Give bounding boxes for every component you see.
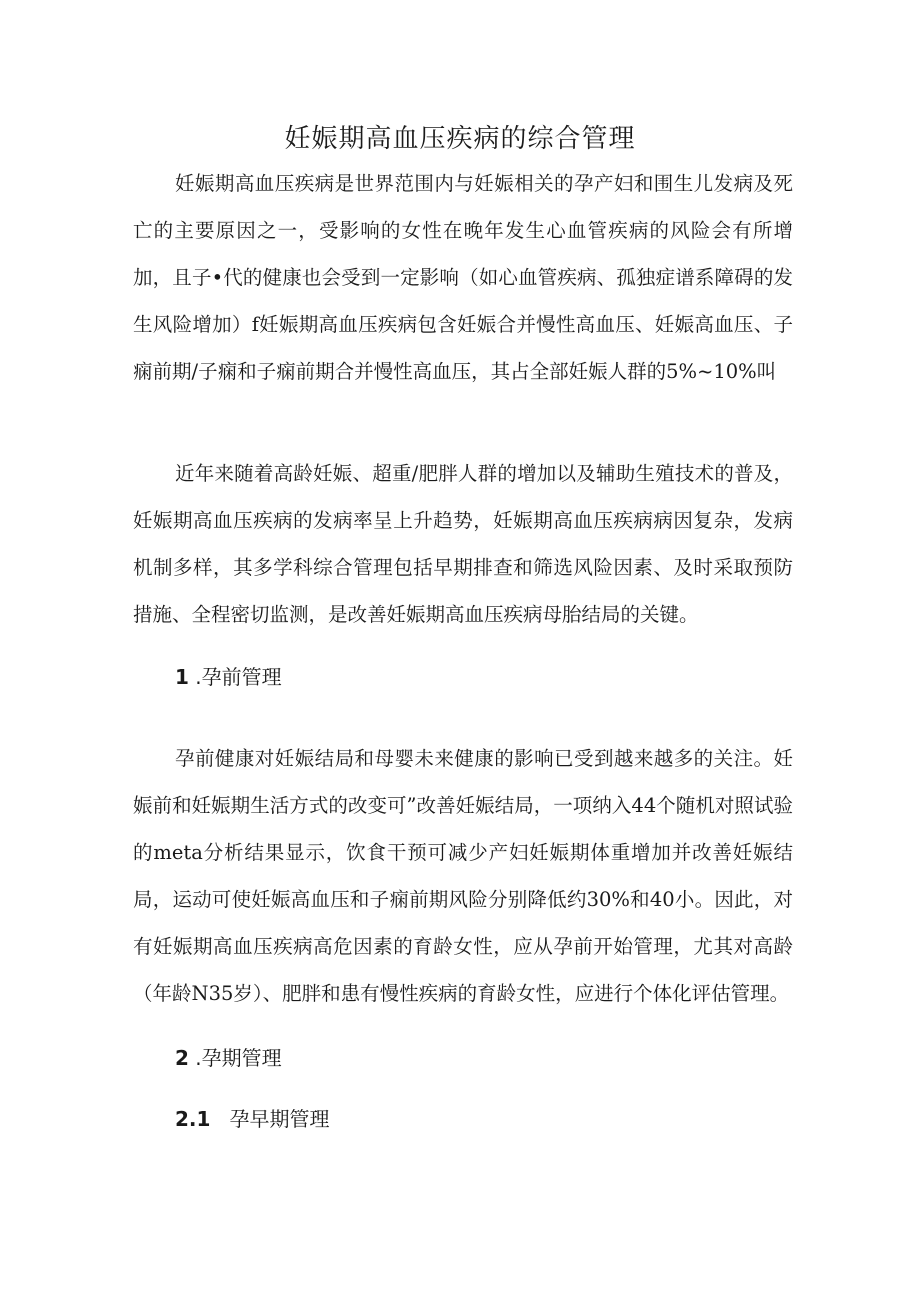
section-title: .孕前管理 bbox=[188, 665, 282, 689]
subsection-heading-early-pregnancy bbox=[175, 1102, 330, 1136]
section-title: .孕期管理 bbox=[188, 1046, 282, 1070]
paragraph-intro: 妊娠期高血压疾病是世界范围内与妊娠相关的孕产妇和围生儿发病及死亡的主要原因之一，受影响的女性在晚年发生心血管疾病的风险会有所增加，且子•代的健康也会受到一定影响（如心血管疾病、孤独症谱系障碍的发生风险增加）f妊娠期高血压疾病包含妊娠合并慢性高血压、妊娠高血压、子痫前期/子痫和子痫前期合并慢性高血压，其占全部妊娠人群的5%~10%叫 bbox=[133, 172, 793, 383]
section-number: 1 bbox=[175, 665, 189, 689]
paragraph-background: 近年来随着高龄妊娠、超重/肥胖人群的增加以及辅助生殖技术的普及，妊娠期高血压疾病的发病率呈上升趋势，妊娠期高血压疾病病因复杂，发病机制多样，其多学科综合管理包括早期排查和筛选风险因素、及时采取预防措施、全程密切监测，是改善妊娠期高血压疾病母胎结局的关键。 bbox=[133, 462, 793, 626]
section-number: 2 bbox=[175, 1046, 189, 1070]
section-heading-pregnancy bbox=[175, 1041, 282, 1075]
paragraph-preconception: 孕前健康对妊娠结局和母婴未来健康的影响已受到越来越多的关注。妊娠前和妊娠期生活方式的改变可”改善妊娠结局，一项纳入44个随机对照试验的meta分析结果显示，饮食干预可减少产妇妊娠期体重增加并改善妊娠结局，运动可使妊娠高血压和子痫前期风险分别降低约30%和40小。因此，对有妊娠期高血压疾病高危因素的育龄女性，应从孕前开始管理，尤其对高龄（年龄N35岁）、肥胖和患有慢性疾病的育龄女性，应进行个体化评估管理。 bbox=[133, 747, 793, 1005]
document-title: 妊娠期高血压疾病的综合管理 bbox=[284, 124, 636, 155]
section-heading-preconception bbox=[175, 660, 282, 694]
section-number: 2.1 bbox=[175, 1107, 211, 1131]
section-title: 孕早期管理 bbox=[210, 1107, 330, 1131]
